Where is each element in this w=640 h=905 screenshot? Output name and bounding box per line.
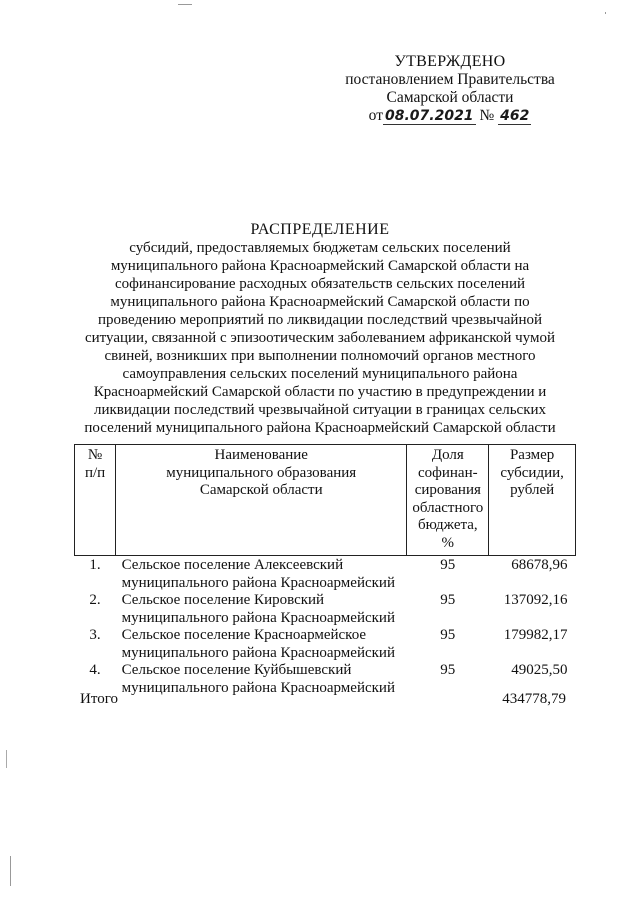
row-name-line: Сельское поселение Красноармейское — [121, 627, 367, 643]
header-share-line: бюджета, — [417, 517, 478, 533]
total-label: Итого — [80, 691, 118, 707]
row-name-line: Сельское поселение Куйбышевский — [121, 662, 352, 678]
header-num-line: п/п — [84, 464, 106, 481]
subtitle-line: муниципального района Красноармейский Самарской области по — [110, 294, 530, 310]
subtitle-line: ликвидации последствий чрезвычайной ситуации в границах сельских — [93, 402, 547, 418]
approval-date: 08.07.2021 — [384, 108, 474, 124]
header-amount-line: рублей — [510, 482, 555, 498]
row-amount: 49025,50 — [511, 662, 568, 678]
scan-mark — [6, 750, 7, 768]
row-share: 95 — [440, 592, 456, 608]
row-amount: 179982,17 — [503, 627, 568, 643]
subtitle-line: проведению мероприятий по ликвидации последствий чрезвычайной — [97, 312, 543, 328]
header-amount-line: субсидии, — [500, 464, 564, 481]
subtitle-line: Красноармейский Самарской области по участию в предупреждении и — [93, 384, 547, 400]
row-name-line: муниципального района Красноармейский — [121, 644, 395, 661]
approval-label: УТВЕРЖДЕНО — [394, 53, 506, 70]
subtitle-line: муниципального района Красноармейский Самарской области на — [110, 258, 530, 274]
row-share: 95 — [440, 662, 456, 678]
subtitle-line: ситуации, связанной с эпизоотическим заболеванием африканской чумой — [85, 330, 555, 346]
document-subtitle — [78, 239, 562, 437]
subtitle-line: самоуправления сельских поселений муниципального района — [122, 366, 518, 382]
approval-number-prefix: № — [479, 107, 495, 124]
table-header-row — [75, 445, 576, 556]
approval-from-prefix: от — [368, 107, 383, 124]
row-name-line: Сельское поселение Кировский — [121, 592, 325, 608]
header-share-line: сирования — [414, 482, 481, 498]
table-row — [75, 627, 576, 662]
header-name-line: муниципального образования — [166, 464, 357, 481]
subtitle-line: свиней, возникших при выполнении полномочий органов местного — [104, 348, 536, 364]
row-share: 95 — [440, 557, 456, 573]
row-name-line: муниципального района Красноармейский — [121, 609, 395, 626]
row-name-line: Сельское поселение Алексеевский — [121, 557, 344, 573]
header-share-line: % — [441, 534, 455, 551]
row-num: 1. — [89, 557, 101, 573]
table-row — [75, 592, 576, 627]
row-share: 95 — [440, 627, 456, 643]
scan-mark — [10, 856, 11, 886]
header-amount — [489, 445, 576, 556]
subtitle-line: софинансирование расходных обязательств сельских поселений — [114, 276, 526, 292]
header-share-line: областного — [412, 499, 484, 516]
approval-stamp — [330, 53, 570, 125]
row-amount: 137092,16 — [503, 592, 568, 608]
row-name — [116, 556, 407, 593]
row-name — [116, 592, 407, 627]
table-row — [75, 662, 576, 697]
row-name-line: муниципального района Красноармейский — [121, 574, 395, 591]
header-num-line: № — [87, 447, 103, 463]
table-row — [75, 556, 576, 593]
row-num: 2. — [89, 592, 101, 608]
scan-mark-corner: ˙ — [603, 12, 608, 23]
row-name — [116, 627, 407, 662]
header-name — [116, 445, 407, 556]
subtitle-line: субсидий, предоставляемых бюджетам сельских поселений — [129, 240, 511, 256]
header-amount-line: Размер — [509, 447, 555, 463]
approval-number: 462 — [500, 108, 530, 124]
header-share-line: Доля — [431, 447, 464, 463]
header-name-line: Наименование — [214, 447, 308, 463]
approval-line-1: постановлением Правительства — [345, 71, 555, 88]
row-name-line: муниципального района Красноармейский — [121, 679, 395, 696]
header-num — [75, 445, 116, 556]
approval-date-line — [330, 107, 570, 125]
total-value: 434778,79 — [502, 691, 566, 707]
subtitle-line: поселений муниципального района Красноармейский Самарской области — [84, 420, 556, 436]
row-amount: 68678,96 — [511, 557, 568, 573]
scan-mark — [178, 4, 192, 5]
header-share-line: софинан- — [417, 464, 478, 481]
row-name — [116, 662, 407, 697]
distribution-table — [74, 444, 576, 697]
row-num: 3. — [89, 627, 101, 643]
document-title: РАСПРЕДЕЛЕНИЕ — [250, 221, 390, 238]
header-share — [407, 445, 489, 556]
row-num: 4. — [89, 662, 101, 678]
header-name-line: Самарской области — [199, 482, 323, 498]
approval-line-2: Самарской области — [386, 89, 514, 106]
